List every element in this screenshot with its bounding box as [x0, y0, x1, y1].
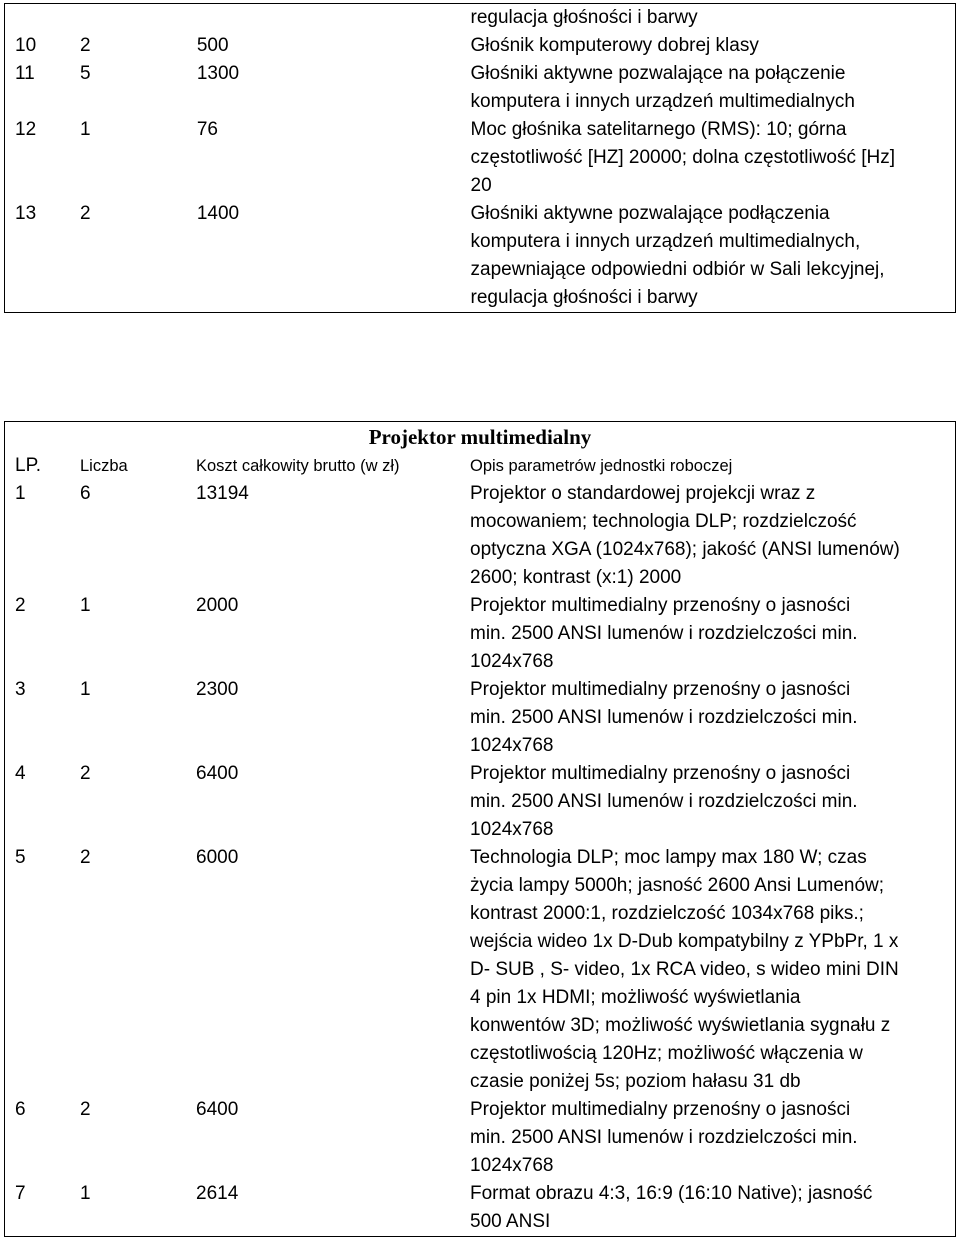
description-line: min. 2500 ANSI lumenów i rozdzielczości min. — [470, 623, 858, 644]
table-row — [5, 4, 955, 32]
header-row — [5, 452, 955, 480]
description-cell — [461, 32, 955, 60]
description-line: 1024x768 — [470, 735, 554, 756]
header-cost: Koszt całkowity brutto (w zł) — [196, 457, 400, 475]
description-line: częstotliwością 120Hz; możliwość włączenia w — [470, 1043, 863, 1064]
description-line: Projektor multimedialny przenośny o jasności — [470, 595, 851, 616]
description-line: Projektor o standardowej projekcji wraz z — [470, 483, 816, 504]
count-cell: 1 — [80, 1183, 91, 1204]
header-count: Liczba — [80, 457, 128, 475]
lp-cell: 12 — [15, 119, 37, 140]
table-row — [5, 32, 955, 60]
lp-cell: 11 — [15, 63, 35, 84]
lp-cell: 3 — [15, 679, 26, 700]
description-line: regulacja głośności i barwy — [470, 287, 698, 308]
cost-cell: 2300 — [196, 679, 239, 700]
description-cell — [460, 760, 955, 844]
lp-cell: 7 — [15, 1183, 26, 1204]
count-cell: 2 — [80, 847, 91, 868]
description-cell — [460, 480, 955, 592]
description-line: 1024x768 — [470, 1155, 554, 1176]
description-line: Głośniki aktywne pozwalające podłączenia — [470, 203, 830, 224]
table-row — [5, 676, 955, 760]
lp-cell: 13 — [15, 203, 37, 224]
cost-cell: 2614 — [196, 1183, 239, 1204]
description-line: 500 ANSI — [470, 1211, 551, 1232]
cost-cell: 13194 — [196, 483, 249, 504]
description-line: komputera i innych urządzeń multimedialnych, — [470, 231, 861, 252]
description-line: zapewniające odpowiedni odbiór w Sali lekcyjnej, — [470, 259, 885, 280]
description-line: Głośniki aktywne pozwalające na połączenie — [470, 63, 846, 84]
count-cell: 1 — [79, 119, 91, 140]
count-cell: 2 — [79, 203, 91, 224]
description-line: Technologia DLP; moc lampy max 180 W; czas — [470, 847, 867, 868]
description-cell: regulacja głośności i barwy — [470, 7, 698, 28]
projector-table — [4, 421, 956, 1237]
count-cell: 1 — [80, 679, 91, 700]
count-cell: 6 — [80, 483, 91, 504]
description-line: min. 2500 ANSI lumenów i rozdzielczości min. — [470, 707, 858, 728]
description-line: 2600; kontrast (x:1) 2000 — [470, 567, 682, 588]
description-line: Projektor multimedialny przenośny o jasności — [470, 679, 851, 700]
count-cell: 1 — [80, 595, 91, 616]
description-line: 1024x768 — [470, 819, 554, 840]
description-cell — [461, 116, 955, 200]
description-line: Moc głośnika satelitarnego (RMS): 10; górna — [470, 119, 847, 140]
description-cell — [461, 60, 955, 116]
description-line: min. 2500 ANSI lumenów i rozdzielczości min. — [470, 1127, 858, 1148]
description-line: życia lampy 5000h; jasność 2600 Ansi Lumenów; — [470, 875, 885, 896]
description-line: czasie poniżej 5s; poziom hałasu 31 db — [470, 1071, 801, 1092]
description-line: D- SUB , S- video, 1x RCA video, s wideo mini DIN — [470, 959, 899, 980]
cost-cell: 76 — [196, 119, 218, 140]
description-line: komputera i innych urządzeń multimedialnych — [470, 91, 855, 112]
description-line: 20 — [470, 175, 492, 196]
count-cell: 2 — [80, 1099, 91, 1120]
table-row — [5, 1180, 955, 1236]
description-cell — [460, 592, 955, 676]
lp-cell: 6 — [15, 1099, 26, 1120]
description-line: konwentów 3D; możliwość wyświetlania sygnału z — [470, 1015, 891, 1036]
count-cell: 2 — [79, 35, 91, 56]
description-line: 4 pin 1x HDMI; możliwość wyświetlania — [470, 987, 801, 1008]
description-cell — [460, 1096, 955, 1180]
lp-cell: 10 — [15, 35, 37, 56]
description-line: Projektor multimedialny przenośny o jasności — [470, 763, 851, 784]
table-row — [5, 116, 955, 200]
table-row — [5, 200, 955, 312]
lp-cell: 2 — [15, 595, 26, 616]
count-cell: 2 — [80, 763, 91, 784]
cost-cell: 500 — [196, 35, 229, 56]
header-lp: LP. — [15, 455, 42, 476]
speakers-table — [4, 3, 956, 313]
table-row — [5, 592, 955, 676]
description-cell — [460, 676, 955, 760]
description-line: częstotliwość [HZ] 20000; dolna częstotliwość [Hz] — [470, 147, 896, 168]
cost-cell: 2000 — [196, 595, 239, 616]
cost-cell: 6400 — [196, 763, 239, 784]
cost-cell: 1400 — [196, 203, 240, 224]
cost-cell: 1300 — [196, 63, 240, 84]
description-line: mocowaniem; technologia DLP; rozdzielczość — [470, 511, 857, 532]
description-line: Głośnik komputerowy dobrej klasy — [470, 35, 759, 56]
description-cell — [460, 844, 955, 1096]
cost-cell: 6400 — [196, 1099, 239, 1120]
lp-cell: 5 — [15, 847, 26, 868]
table-title: Projektor multimedialny — [368, 425, 592, 449]
description-cell — [461, 200, 955, 312]
table-row — [5, 1096, 955, 1180]
count-cell: 5 — [79, 63, 91, 84]
description-line: min. 2500 ANSI lumenów i rozdzielczości min. — [470, 791, 858, 812]
description-line: 1024x768 — [470, 651, 554, 672]
description-line: Format obrazu 4:3, 16:9 (16:10 Native); jasność — [470, 1183, 873, 1204]
description-line: kontrast 2000:1, rozdzielczość 1034x768 piks.; — [470, 903, 864, 924]
lp-cell: 4 — [15, 763, 26, 784]
header-description: Opis parametrów jednostki roboczej — [470, 457, 733, 475]
lp-cell: 1 — [15, 483, 26, 504]
cost-cell: 6000 — [196, 847, 239, 868]
table-row — [5, 844, 955, 1096]
table-row — [5, 60, 955, 116]
table-row — [5, 760, 955, 844]
description-line: wejścia wideo 1x D-Dub kompatybilny z YPbPr, 1 x — [470, 931, 899, 952]
description-cell — [460, 1180, 955, 1236]
description-line: optyczna XGA (1024x768); jakość (ANSI lumenów) — [470, 539, 900, 560]
description-line: Projektor multimedialny przenośny o jasności — [470, 1099, 851, 1120]
table-row — [5, 480, 955, 592]
